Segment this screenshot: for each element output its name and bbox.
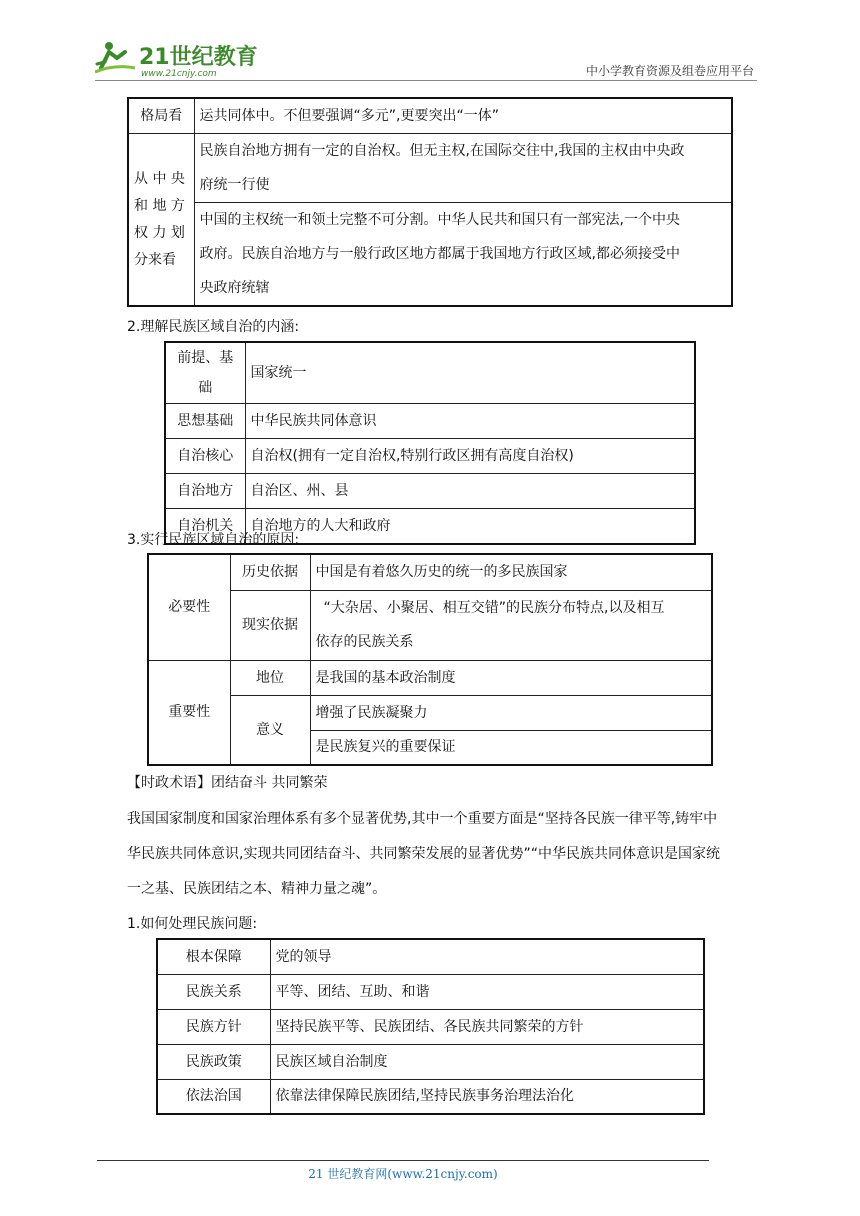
paragraph-line: 我国国家制度和国家治理体系有多个显著优势,其中一个重要方面是“坚持各民族一律平等,铸牢中 [127, 811, 718, 827]
table-cell-label: 地位 [230, 660, 310, 695]
table-row [128, 203, 732, 307]
table-row [157, 974, 704, 1009]
table-cell-label: 自治机关 [165, 509, 245, 544]
table-cell-content: 自治地方的人大和政府 [245, 509, 695, 544]
table-cell-content: 增强了民族凝聚力 [310, 695, 712, 730]
table-ethnic-issues [156, 938, 705, 1115]
table-cell-label: 自治地方 [165, 474, 245, 509]
table-cell-label: 民族方针 [157, 1009, 270, 1044]
table-autonomy-reasons [147, 553, 713, 766]
logo-url: www.21cnjy.com [141, 69, 217, 79]
table-row [157, 1044, 704, 1079]
label-line: 从 中 央 [134, 170, 185, 187]
paragraph-line: 一之基、民族团结之本、精神力量之魂”。 [127, 881, 387, 897]
table-row [165, 404, 695, 439]
table-row [148, 695, 712, 730]
table-row [165, 439, 695, 474]
table-row [148, 590, 712, 660]
table-row [128, 98, 732, 134]
label-line: 分来看 [134, 251, 176, 268]
table-cell-content: 是我国的基本政治制度 [310, 660, 712, 695]
table-cell-content: 坚持民族平等、民族团结、各民族共同繁荣的方针 [270, 1009, 704, 1044]
table-cell-label: 意义 [230, 695, 310, 765]
table-cell-content: 国家统一 [245, 342, 695, 404]
runner-icon [95, 42, 135, 72]
table-cell-content: 中华民族共同体意识 [245, 404, 695, 439]
table-cell-label: 自治核心 [165, 439, 245, 474]
table-cell-label: 根本保障 [157, 939, 270, 974]
header-divider [95, 80, 757, 81]
table-cell-label: 格局看 [128, 98, 194, 134]
label-line: 和 地 方 [134, 197, 185, 214]
table-cell-content: 民族区域自治制度 [270, 1044, 704, 1079]
header-platform-text: 中小学教育资源及组卷应用平台 [585, 64, 754, 78]
content-line: 中国的主权统一和领土完整不可分割。中华人民共和国只有一部宪法,一个中央 [199, 212, 680, 228]
table-cell-content: 依靠法律保障民族团结,坚持民族事务治理法治化 [270, 1079, 704, 1114]
footer-link[interactable]: 21 世纪教育网(www.21cnjy.com) [308, 1167, 498, 1181]
table-cell-content: 自治权(拥有一定自治权,特别行政区拥有高度自治权) [245, 439, 695, 474]
table-cell-content [194, 203, 732, 307]
content-line: 央政府统辖 [199, 280, 270, 296]
footer-divider [97, 1160, 709, 1161]
content-line: “大杂居、小聚居、相互交错”的民族分布特点,以及相互 [323, 600, 665, 616]
table-cell-group: 重要性 [148, 660, 230, 765]
table-cell-content [310, 590, 712, 660]
table-cell-content: 运共同体中。不但要强调“多元”,更要突出“一体” [194, 98, 732, 134]
table-cell-label: 民族政策 [157, 1044, 270, 1079]
table-row [157, 1009, 704, 1044]
table-cell-label: 前提、基础 [165, 342, 245, 404]
table-cell-content: 党的领导 [270, 939, 704, 974]
table-row [148, 554, 712, 590]
table-cell-content: 平等、团结、互助、和谐 [270, 974, 704, 1009]
section-title: 1.如何处理民族问题: [127, 916, 258, 932]
label-line: 权 力 划 [134, 224, 185, 241]
table-row [157, 939, 704, 974]
logo-text: 21世纪教育 [139, 45, 258, 70]
table-row [128, 134, 732, 203]
table-cell-label-vertical [128, 134, 194, 307]
table-central-local-power [127, 97, 733, 307]
table-cell-label: 思想基础 [165, 404, 245, 439]
paragraph-line: 华民族共同体意识,实现共同团结奋斗、共同繁荣发展的显著优势”“中华民族共同体意识是国家统 [127, 846, 720, 862]
table-cell-label: 民族关系 [157, 974, 270, 1009]
table-cell-content: 中国是有着悠久历史的统一的多民族国家 [310, 554, 712, 590]
section-title: 3.实行民族区域自治的原因: [127, 532, 300, 548]
table-row [165, 342, 695, 404]
content-line: 依存的民族关系 [315, 634, 414, 650]
table-row [165, 474, 695, 509]
term-heading: 【时政术语】团结奋斗 共同繁荣 [127, 775, 328, 791]
table-row [148, 660, 712, 695]
site-logo [95, 38, 265, 80]
table-cell-label: 依法治国 [157, 1079, 270, 1114]
table-cell-label: 历史依据 [230, 554, 310, 590]
table-autonomy-meaning [164, 341, 696, 545]
table-cell-content: 自治区、州、县 [245, 474, 695, 509]
content-line: 民族自治地方拥有一定的自治权。但无主权,在国际交往中,我国的主权由中央政 [199, 143, 685, 159]
table-cell-group: 必要性 [148, 554, 230, 660]
content-line: 政府。民族自治地方与一般行政区地方都属于我国地方行政区域,都必须接受中 [199, 246, 680, 262]
content-line: 府统一行使 [199, 177, 270, 193]
table-cell-content: 是民族复兴的重要保证 [310, 730, 712, 765]
table-row [157, 1079, 704, 1114]
section-title: 2.理解民族区域自治的内涵: [127, 319, 300, 335]
table-cell-content [194, 134, 732, 203]
table-cell-label: 现实依据 [230, 590, 310, 660]
